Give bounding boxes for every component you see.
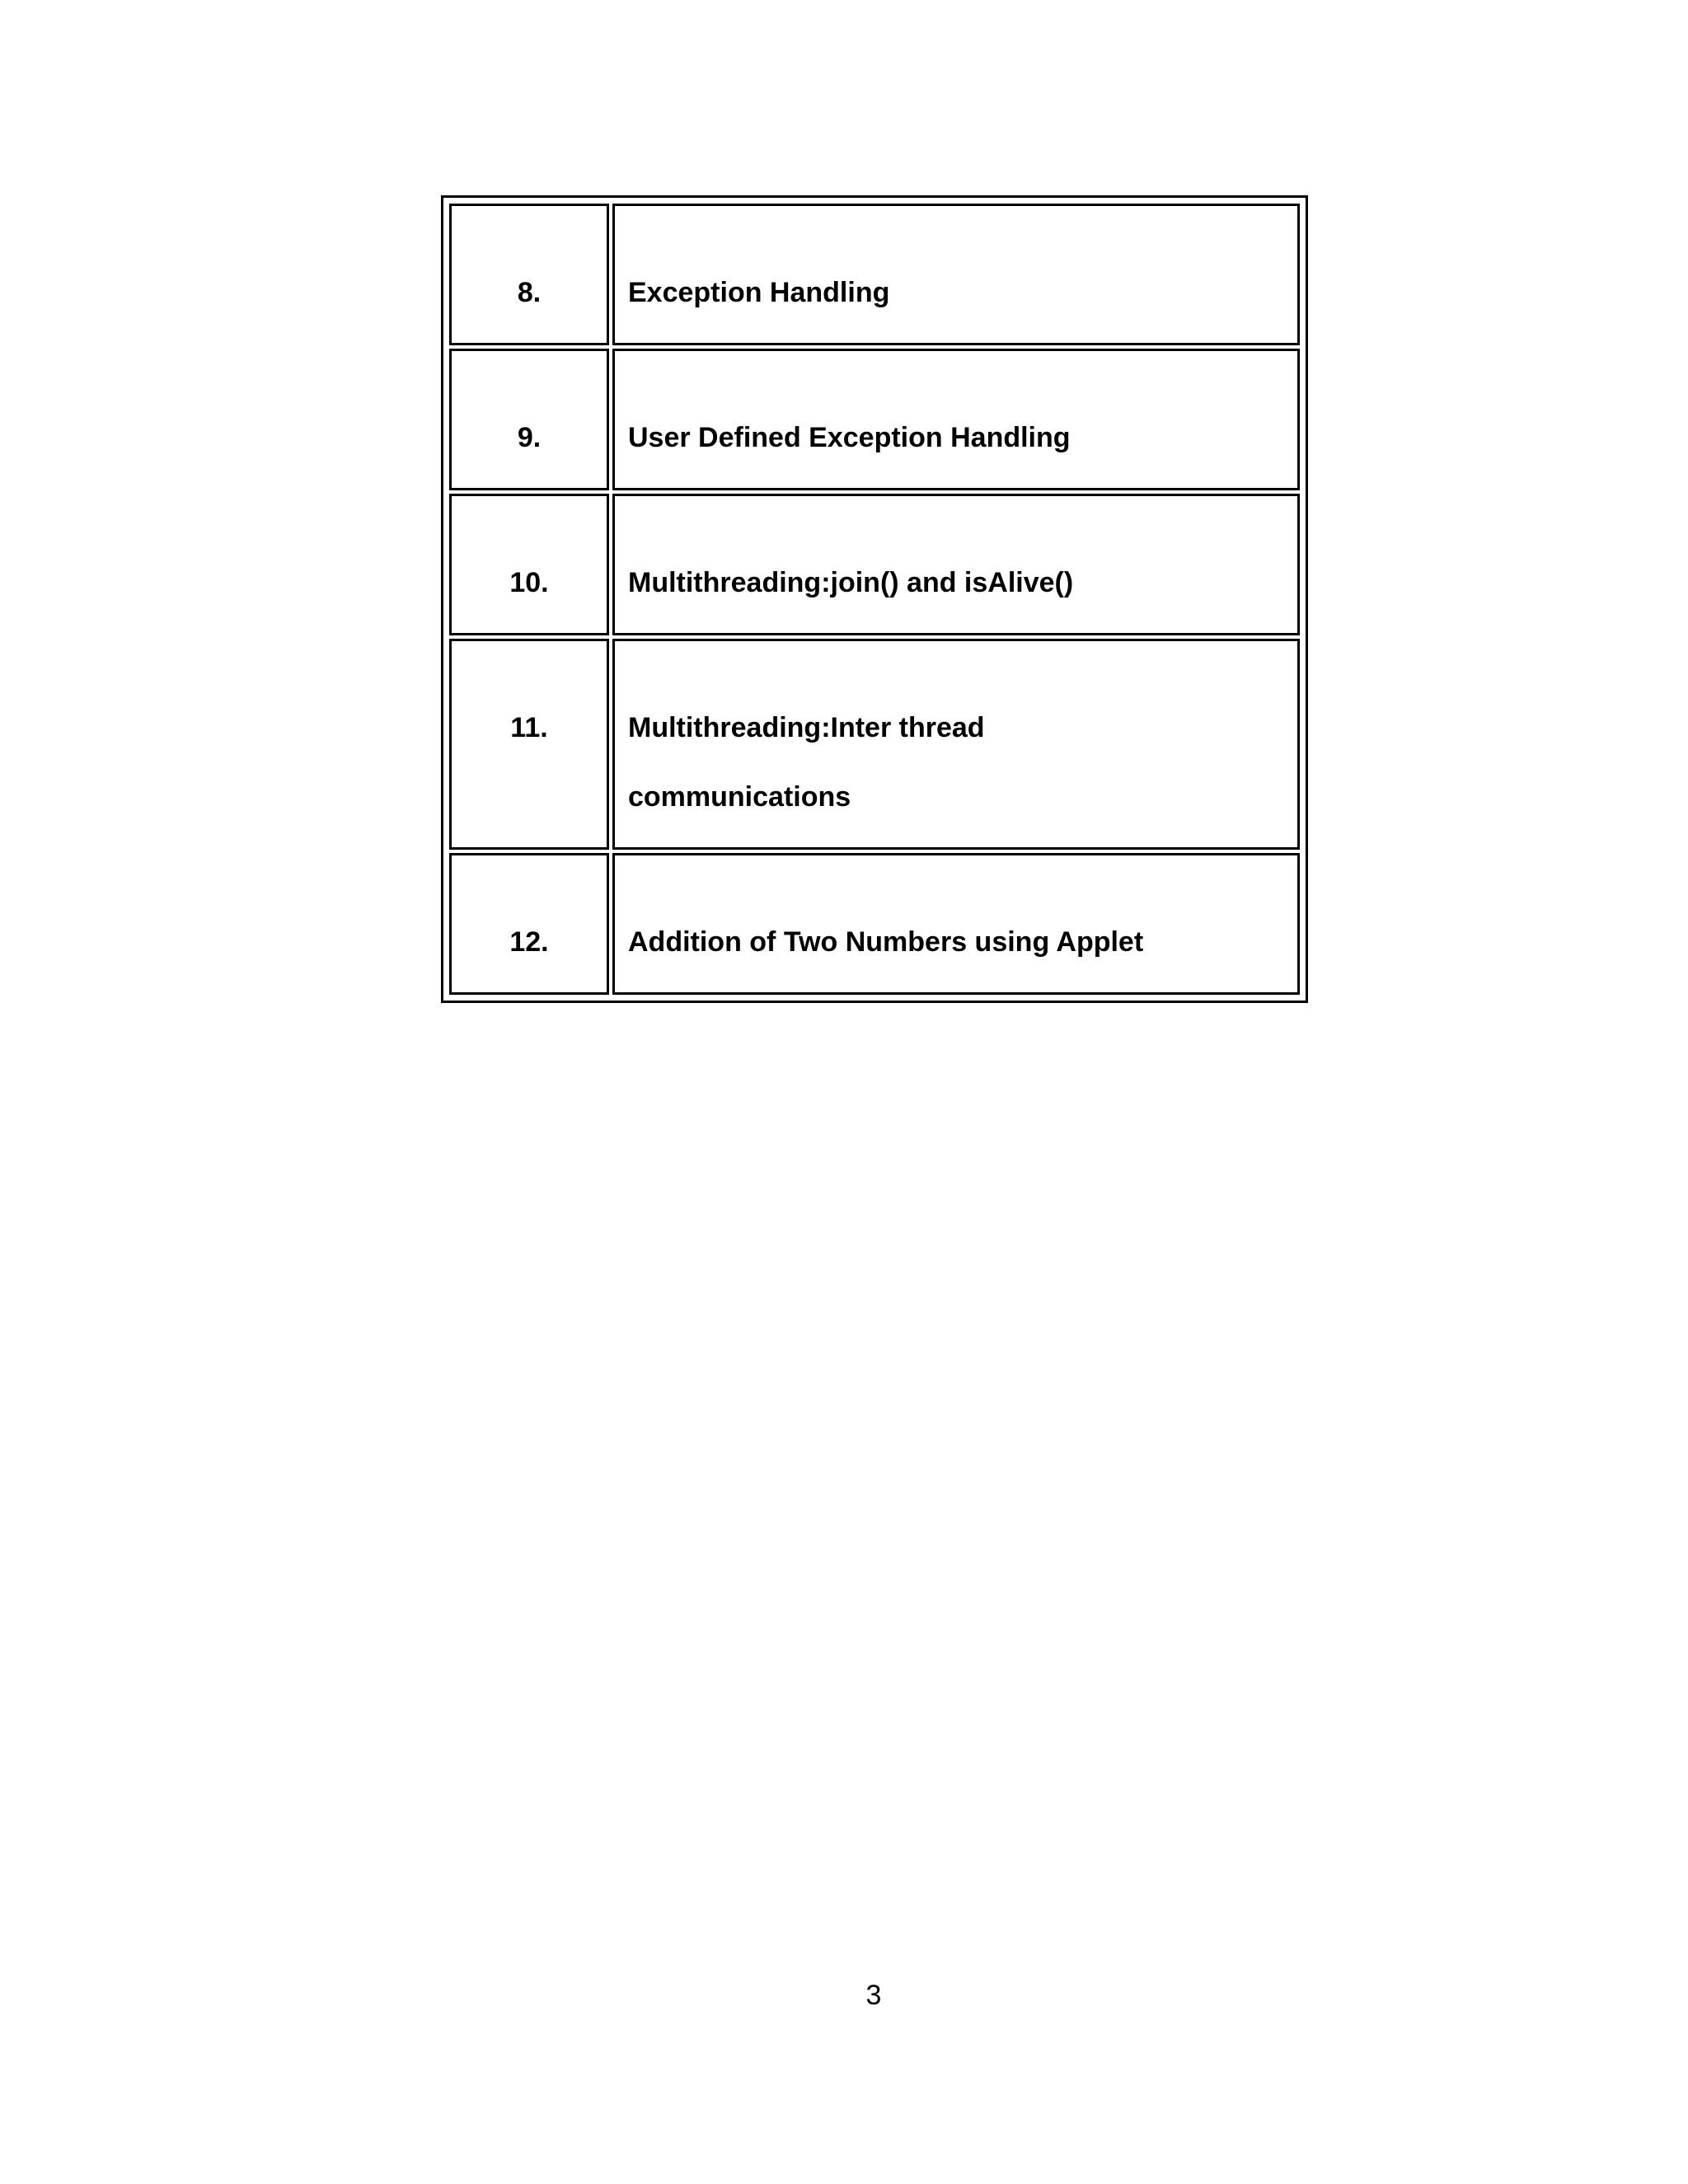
row-number-cell bbox=[449, 639, 609, 850]
row-number-cell bbox=[449, 494, 609, 635]
row-number: 12. bbox=[509, 926, 549, 958]
row-number: 8. bbox=[517, 277, 542, 308]
row-number-cell bbox=[449, 204, 609, 345]
row-title-cell bbox=[612, 494, 1300, 635]
row-number-cell bbox=[449, 349, 609, 490]
row-number: 10. bbox=[509, 567, 549, 598]
experiment-table bbox=[446, 200, 1303, 998]
experiment-list-table bbox=[441, 195, 1308, 1003]
row-title-cell bbox=[612, 853, 1300, 995]
table-row bbox=[449, 204, 1300, 345]
row-title-cell bbox=[612, 349, 1300, 490]
row-title: Addition of Two Numbers using Applet bbox=[628, 926, 1144, 958]
table-row bbox=[449, 639, 1300, 850]
row-number: 9. bbox=[517, 422, 542, 453]
row-title: User Defined Exception Handling bbox=[628, 422, 1071, 453]
table-row bbox=[449, 494, 1300, 635]
table-row bbox=[449, 349, 1300, 490]
row-number-cell bbox=[449, 853, 609, 995]
row-title: Exception Handling bbox=[628, 277, 890, 308]
row-title-wrapper bbox=[628, 642, 1296, 812]
table-row bbox=[449, 853, 1300, 995]
row-title-cell bbox=[612, 204, 1300, 345]
row-title-continuation: communications bbox=[628, 781, 851, 813]
row-number: 11. bbox=[510, 712, 548, 743]
page-number: 3 bbox=[865, 1980, 882, 2011]
row-title-cell bbox=[612, 639, 1300, 850]
row-title: Multithreading:join() and isAlive() bbox=[628, 567, 1074, 598]
row-title: Multithreading:Inter thread bbox=[628, 712, 985, 743]
